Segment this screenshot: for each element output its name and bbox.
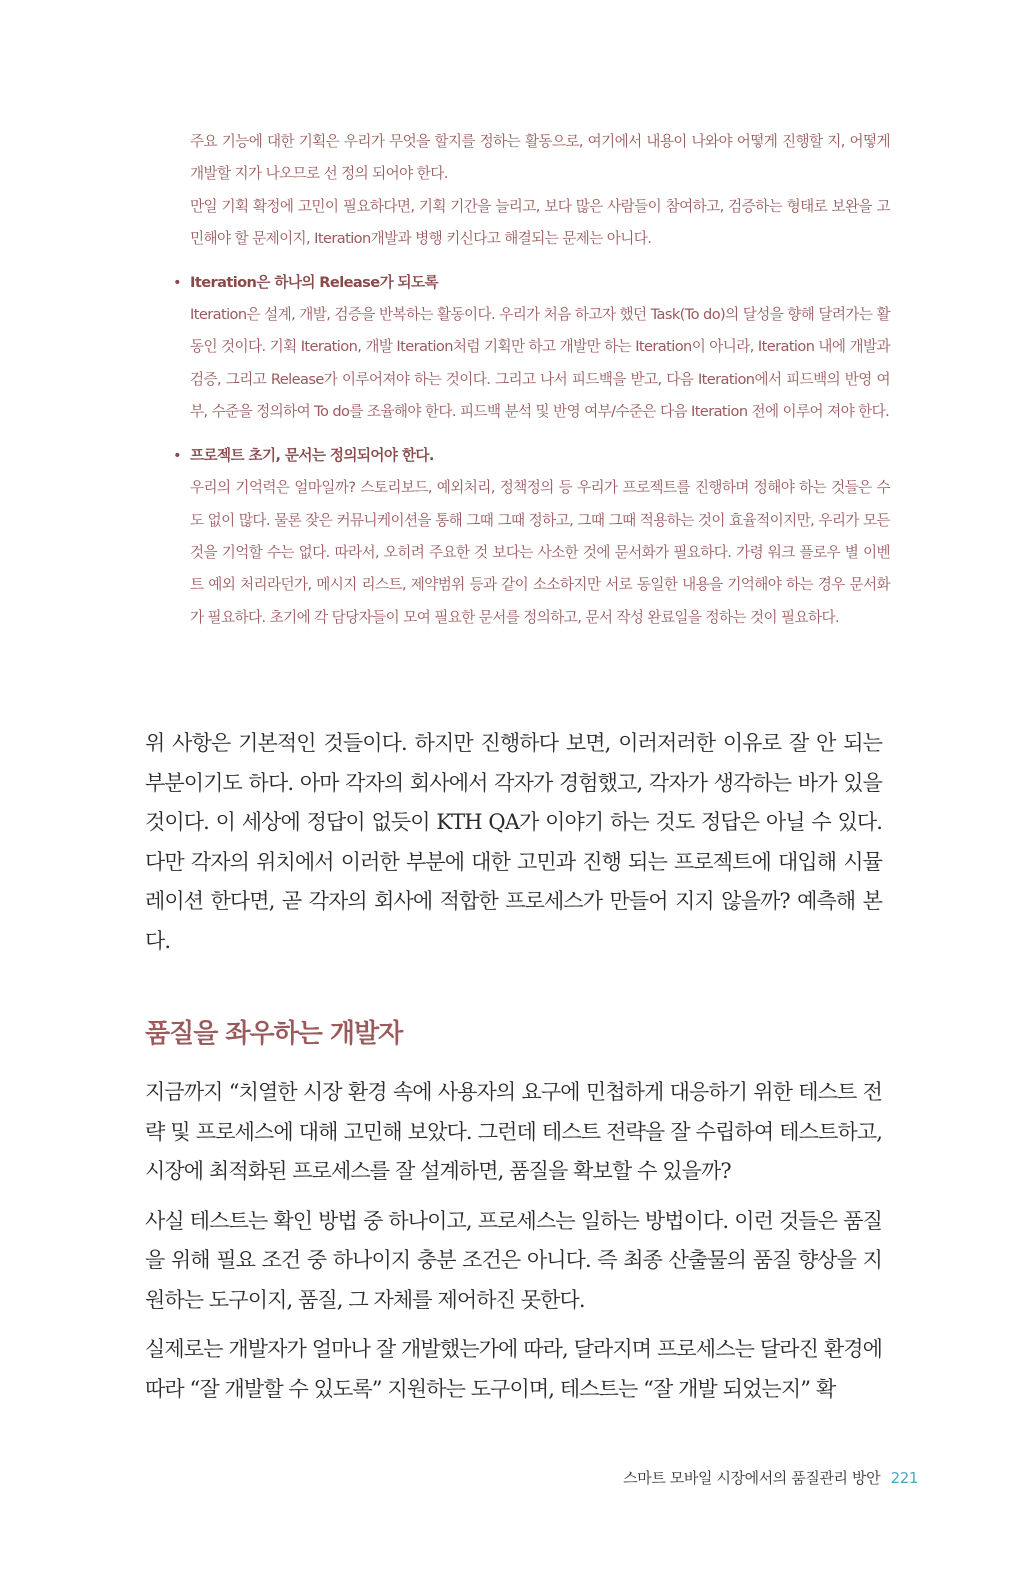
bullet-marker: • — [173, 274, 182, 292]
body-paragraph: 위 사항은 기본적인 것들이다. 하지만 진행하다 보면, 이러저러한 이유로 잘 안 되는 부분이기도 하다. 아마 각자의 회사에서 각자가 경험했고, 각자가 생각하는 바가 있을 것이다. 이 세상에 정답이 없듯이 KTH QA가 이야기 하는 것도 정답은 아닐 수 있다. 다만 각자의 위치에서 이러한 부분에 대한 고민과 진행 되는 프로젝트에 대입해 시뮬레이션 한다면, 곧 각자의 회사에 적합한 프로세스가 만들어 지지 않을까? 예측해 본다. — [145, 731, 882, 953]
bullet-item — [173, 439, 890, 633]
bullet-item — [173, 266, 890, 428]
bullet-body: Iteration은 설계, 개발, 검증을 반복하는 활동이다. 우리가 처음 하고자 했던 Task(To do)의 달성을 향해 달려가는 활동인 것이다. 기획 Iteration, 개발 Iteration처럼 기획만 하고 개발만 하는 Iteration이 아니라, Iteration 내에 개발과 검증, 그리고 Release가 이루어져야 하는 것이다. 그리고 나서 피드백을 받고, 다음 Iteration에서 피드백의 반영 여부, 수준을 정의하여 To do를 조율해야 한다. 피드백 분석 및 반영 여부/수준은 다음 Iteration 전에 이루어 져야 한다. — [190, 306, 890, 421]
body-section-1 — [145, 724, 882, 961]
section-heading: 품질을 좌우하는 개발자 — [145, 1019, 403, 1049]
bullet-title-text: 프로젝트 초기, 문서는 정의되어야 한다. — [190, 447, 434, 465]
body-section-2 — [145, 1073, 882, 1409]
intro-paragraph: 주요 기능에 대한 기획은 우리가 무엇을 할지를 정하는 활동으로, 여기에서 내용이 나와야 어떻게 진행할 지, 어떻게 개발할 지가 나오므로 선 정의 되어야 한다. — [190, 133, 890, 183]
page-number: 221 — [890, 1469, 918, 1487]
bullet-marker: • — [173, 447, 182, 465]
footer-book-title: 스마트 모바일 시장에서의 품질관리 방안 — [623, 1469, 881, 1487]
bullet-title-text: Iteration은 하나의 Release가 되도록 — [190, 274, 439, 292]
body-paragraph: 지금까지 “치열한 시장 환경 속에 사용자의 요구에 민첩하게 대응하기 위한 테스트 전략 및 프로세스에 대해 고민해 보았다. 그런데 테스트 전략을 잘 수립하여 테스트하고, 시장에 최적화된 프로세스를 잘 설계하면, 품질을 확보할 수 있을까? — [145, 1080, 882, 1183]
bullet-body: 우리의 기억력은 얼마일까? 스토리보드, 예외처리, 정책정의 등 우리가 프로젝트를 진행하며 정해야 하는 것들은 수도 없이 많다. 물론 잦은 커뮤니케이션을 통해 그때 그때 정하고, 그때 그때 적용하는 것이 효율적이지만, 우리가 모든 것을 기억할 수는 없다. 따라서, 오히려 주요한 것 보다는 사소한 것에 문서화가 필요하다. 가령 워크 플로우 별 이벤트 예외 처리라던가, 메시지 리스트, 제약범위 등과 같이 소소하지만 서로 동일한 내용을 기억해야 하는 경우 문서화가 필요하다. 초기에 각 담당자들이 모여 필요한 문서를 정의하고, 문서 작성 완료일을 정하는 것이 필요하다. — [190, 479, 890, 626]
intro-paragraph: 만일 기획 확정에 고민이 필요하다면, 기획 기간을 늘리고, 보다 많은 사람들이 참여하고, 검증하는 형태로 보완을 고민해야 할 문제이지, Iteration개발과 병행 키신다고 해결되는 문제는 아니다. — [190, 197, 890, 247]
bullet-title — [173, 439, 890, 472]
bullet-title — [173, 266, 890, 299]
body-paragraph: 사실 테스트는 확인 방법 중 하나이고, 프로세스는 일하는 방법이다. 이런 것들은 품질을 위해 필요 조건 중 하나이지 충분 조건은 아니다. 즉 최종 산출물의 품질 향상을 지원하는 도구이지, 품질, 그 자체를 제어하진 못한다. — [145, 1208, 882, 1312]
highlighted-notes-block — [173, 126, 890, 634]
body-paragraph: 실제로는 개발자가 얼마나 잘 개발했는가에 따라, 달라지며 프로세스는 달라진 환경에 따라 “잘 개발할 수 있도록” 지원하는 도구이며, 테스트는 “잘 개발 되었는지” 확 — [145, 1337, 882, 1401]
page-footer — [623, 1467, 918, 1488]
